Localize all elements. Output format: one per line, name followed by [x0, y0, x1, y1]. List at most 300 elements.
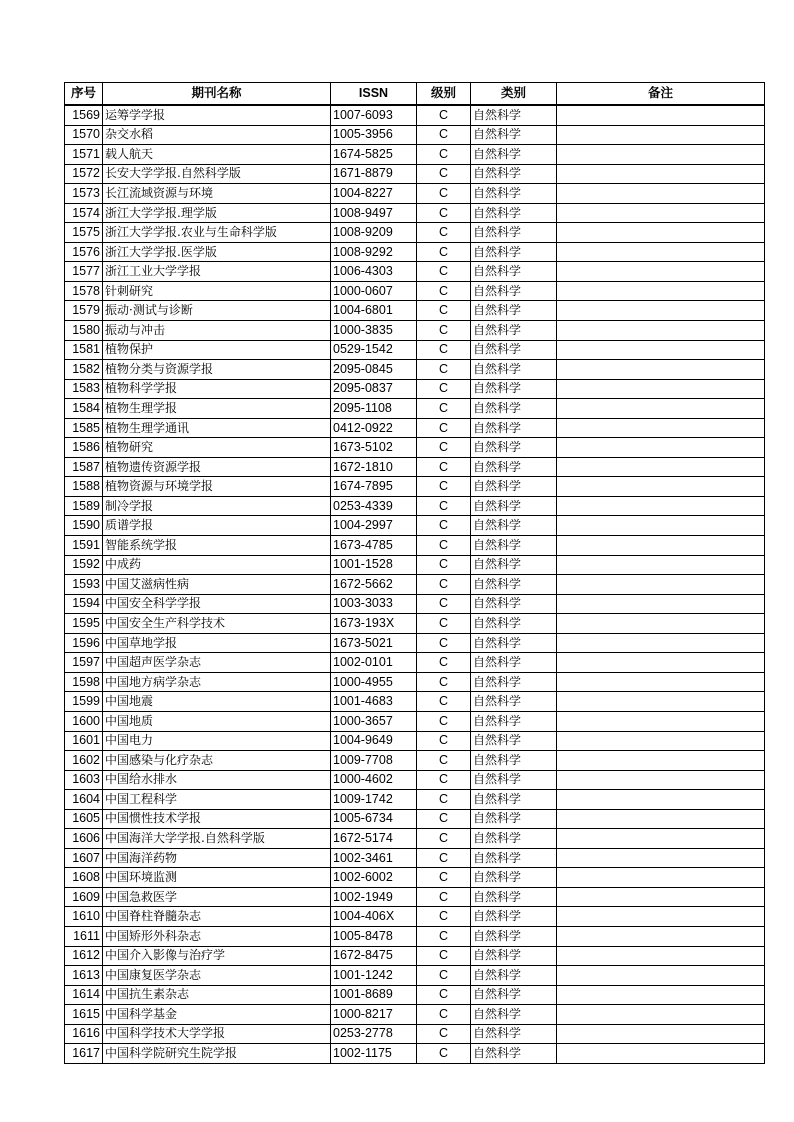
cell-note: [557, 184, 765, 204]
cell-category: 自然科学: [471, 790, 557, 810]
cell-category: 自然科学: [471, 301, 557, 321]
cell-issn: 1008-9497: [331, 203, 417, 223]
table-row: [65, 692, 765, 712]
table-row: [65, 809, 765, 829]
cell-no: 1572: [65, 164, 103, 184]
cell-level: C: [417, 105, 471, 125]
cell-category: 自然科学: [471, 672, 557, 692]
cell-issn: 1002-0101: [331, 653, 417, 673]
cell-no: 1614: [65, 985, 103, 1005]
table-body: [65, 105, 765, 1063]
cell-no: 1590: [65, 516, 103, 536]
cell-journal-name: 中国科学院研究生院学报: [103, 1044, 331, 1064]
cell-note: [557, 633, 765, 653]
cell-no: 1598: [65, 672, 103, 692]
cell-level: C: [417, 536, 471, 556]
cell-issn: 2095-0837: [331, 379, 417, 399]
cell-category: 自然科学: [471, 887, 557, 907]
cell-journal-name: 中国科学基金: [103, 1005, 331, 1025]
cell-journal-name: 中成药: [103, 555, 331, 575]
cell-no: 1603: [65, 770, 103, 790]
cell-category: 自然科学: [471, 399, 557, 419]
cell-level: C: [417, 770, 471, 790]
cell-journal-name: 植物科学学报: [103, 379, 331, 399]
cell-no: 1591: [65, 536, 103, 556]
cell-journal-name: 中国艾滋病性病: [103, 575, 331, 595]
cell-journal-name: 中国工程科学: [103, 790, 331, 810]
cell-category: 自然科学: [471, 164, 557, 184]
cell-category: 自然科学: [471, 653, 557, 673]
cell-category: 自然科学: [471, 536, 557, 556]
cell-journal-name: 中国草地学报: [103, 633, 331, 653]
cell-category: 自然科学: [471, 692, 557, 712]
cell-journal-name: 中国科学技术大学学报: [103, 1024, 331, 1044]
cell-issn: 1002-3461: [331, 848, 417, 868]
cell-no: 1594: [65, 594, 103, 614]
table-row: [65, 438, 765, 458]
cell-journal-name: 浙江大学学报.理学版: [103, 203, 331, 223]
cell-no: 1571: [65, 145, 103, 165]
table-row: [65, 731, 765, 751]
cell-level: C: [417, 301, 471, 321]
cell-level: C: [417, 594, 471, 614]
table-row: [65, 575, 765, 595]
cell-note: [557, 966, 765, 986]
cell-category: 自然科学: [471, 145, 557, 165]
table-row: [65, 242, 765, 262]
cell-category: 自然科学: [471, 340, 557, 360]
cell-level: C: [417, 692, 471, 712]
cell-category: 自然科学: [471, 457, 557, 477]
cell-note: [557, 653, 765, 673]
cell-category: 自然科学: [471, 516, 557, 536]
table-row: [65, 790, 765, 810]
cell-category: 自然科学: [471, 829, 557, 849]
table-row: [65, 536, 765, 556]
table-row: [65, 105, 765, 125]
cell-level: C: [417, 829, 471, 849]
cell-note: [557, 1024, 765, 1044]
cell-no: 1593: [65, 575, 103, 595]
cell-level: C: [417, 633, 471, 653]
cell-level: C: [417, 751, 471, 771]
cell-journal-name: 中国抗生素杂志: [103, 985, 331, 1005]
cell-issn: 0253-4339: [331, 496, 417, 516]
cell-no: 1597: [65, 653, 103, 673]
cell-no: 1589: [65, 496, 103, 516]
cell-journal-name: 植物资源与环境学报: [103, 477, 331, 497]
cell-issn: 1001-8689: [331, 985, 417, 1005]
cell-category: 自然科学: [471, 360, 557, 380]
cell-no: 1615: [65, 1005, 103, 1025]
cell-no: 1578: [65, 281, 103, 301]
table-row: [65, 711, 765, 731]
cell-journal-name: 中国超声医学杂志: [103, 653, 331, 673]
cell-issn: 1002-1949: [331, 887, 417, 907]
cell-note: [557, 360, 765, 380]
table-row: [65, 516, 765, 536]
cell-journal-name: 植物遗传资源学报: [103, 457, 331, 477]
cell-category: 自然科学: [471, 575, 557, 595]
cell-category: 自然科学: [471, 926, 557, 946]
header-note: 备注: [557, 83, 765, 106]
table-row: [65, 848, 765, 868]
cell-level: C: [417, 242, 471, 262]
table-row: [65, 1024, 765, 1044]
cell-issn: 1005-3956: [331, 125, 417, 145]
cell-no: 1617: [65, 1044, 103, 1064]
cell-level: C: [417, 887, 471, 907]
cell-issn: 1002-1175: [331, 1044, 417, 1064]
cell-level: C: [417, 360, 471, 380]
table-row: [65, 887, 765, 907]
table-row: [65, 145, 765, 165]
cell-issn: 1007-6093: [331, 105, 417, 125]
cell-issn: 1008-9209: [331, 223, 417, 243]
cell-note: [557, 770, 765, 790]
cell-journal-name: 浙江大学学报.农业与生命科学版: [103, 223, 331, 243]
cell-journal-name: 中国地震: [103, 692, 331, 712]
cell-category: 自然科学: [471, 946, 557, 966]
table-row: [65, 203, 765, 223]
cell-journal-name: 中国介入影像与治疗学: [103, 946, 331, 966]
cell-no: 1604: [65, 790, 103, 810]
table-row: [65, 907, 765, 927]
cell-journal-name: 中国惯性技术学报: [103, 809, 331, 829]
cell-category: 自然科学: [471, 751, 557, 771]
cell-level: C: [417, 516, 471, 536]
cell-journal-name: 中国急救医学: [103, 887, 331, 907]
cell-issn: 1673-4785: [331, 536, 417, 556]
table-row: [65, 985, 765, 1005]
cell-no: 1582: [65, 360, 103, 380]
cell-journal-name: 中国地方病学杂志: [103, 672, 331, 692]
cell-category: 自然科学: [471, 262, 557, 282]
cell-note: [557, 829, 765, 849]
cell-level: C: [417, 1024, 471, 1044]
cell-level: C: [417, 868, 471, 888]
cell-level: C: [417, 145, 471, 165]
cell-issn: 1000-4602: [331, 770, 417, 790]
cell-category: 自然科学: [471, 203, 557, 223]
cell-issn: 0253-2778: [331, 1024, 417, 1044]
cell-level: C: [417, 477, 471, 497]
cell-journal-name: 植物分类与资源学报: [103, 360, 331, 380]
cell-journal-name: 载人航天: [103, 145, 331, 165]
cell-note: [557, 301, 765, 321]
cell-no: 1585: [65, 418, 103, 438]
cell-note: [557, 672, 765, 692]
cell-journal-name: 质谱学报: [103, 516, 331, 536]
cell-level: C: [417, 1044, 471, 1064]
cell-no: 1605: [65, 809, 103, 829]
cell-level: C: [417, 262, 471, 282]
cell-journal-name: 中国脊柱脊髓杂志: [103, 907, 331, 927]
cell-no: 1581: [65, 340, 103, 360]
cell-no: 1580: [65, 321, 103, 341]
cell-issn: 1672-1810: [331, 457, 417, 477]
cell-journal-name: 中国海洋大学学报.自然科学版: [103, 829, 331, 849]
cell-issn: 2095-0845: [331, 360, 417, 380]
cell-issn: 0412-0922: [331, 418, 417, 438]
cell-no: 1599: [65, 692, 103, 712]
cell-no: 1609: [65, 887, 103, 907]
table-row: [65, 301, 765, 321]
cell-note: [557, 907, 765, 927]
cell-level: C: [417, 907, 471, 927]
table-row: [65, 340, 765, 360]
cell-level: C: [417, 281, 471, 301]
cell-note: [557, 438, 765, 458]
cell-note: [557, 340, 765, 360]
cell-note: [557, 1044, 765, 1064]
journal-table: [64, 82, 765, 1064]
cell-note: [557, 575, 765, 595]
cell-level: C: [417, 575, 471, 595]
cell-category: 自然科学: [471, 496, 557, 516]
table-row: [65, 614, 765, 634]
cell-no: 1574: [65, 203, 103, 223]
header-name: 期刊名称: [103, 83, 331, 106]
cell-journal-name: 植物生理学报: [103, 399, 331, 419]
cell-category: 自然科学: [471, 614, 557, 634]
header-category: 类别: [471, 83, 557, 106]
cell-level: C: [417, 496, 471, 516]
cell-journal-name: 中国电力: [103, 731, 331, 751]
cell-level: C: [417, 164, 471, 184]
cell-note: [557, 790, 765, 810]
cell-journal-name: 运筹学学报: [103, 105, 331, 125]
header-issn: ISSN: [331, 83, 417, 106]
header-level: 级别: [417, 83, 471, 106]
cell-note: [557, 711, 765, 731]
cell-note: [557, 379, 765, 399]
cell-note: [557, 946, 765, 966]
cell-category: 自然科学: [471, 438, 557, 458]
table-row: [65, 457, 765, 477]
cell-no: 1606: [65, 829, 103, 849]
cell-note: [557, 399, 765, 419]
cell-level: C: [417, 731, 471, 751]
cell-journal-name: 制冷学报: [103, 496, 331, 516]
cell-issn: 1005-6734: [331, 809, 417, 829]
cell-level: C: [417, 555, 471, 575]
cell-issn: 1009-1742: [331, 790, 417, 810]
table-row: [65, 633, 765, 653]
cell-category: 自然科学: [471, 809, 557, 829]
cell-level: C: [417, 340, 471, 360]
cell-journal-name: 中国安全生产科学技术: [103, 614, 331, 634]
cell-journal-name: 中国感染与化疗杂志: [103, 751, 331, 771]
cell-category: 自然科学: [471, 985, 557, 1005]
cell-note: [557, 731, 765, 751]
cell-category: 自然科学: [471, 868, 557, 888]
cell-category: 自然科学: [471, 1005, 557, 1025]
cell-category: 自然科学: [471, 125, 557, 145]
table-row: [65, 672, 765, 692]
cell-issn: 1009-7708: [331, 751, 417, 771]
cell-journal-name: 中国康复医学杂志: [103, 966, 331, 986]
cell-category: 自然科学: [471, 848, 557, 868]
cell-no: 1587: [65, 457, 103, 477]
header-no: 序号: [65, 83, 103, 106]
cell-no: 1595: [65, 614, 103, 634]
cell-level: C: [417, 946, 471, 966]
table-row: [65, 555, 765, 575]
cell-note: [557, 1005, 765, 1025]
cell-no: 1575: [65, 223, 103, 243]
cell-issn: 1673-193X: [331, 614, 417, 634]
cell-note: [557, 868, 765, 888]
cell-no: 1611: [65, 926, 103, 946]
table-row: [65, 418, 765, 438]
table-row: [65, 321, 765, 341]
cell-level: C: [417, 711, 471, 731]
cell-category: 自然科学: [471, 281, 557, 301]
cell-category: 自然科学: [471, 1024, 557, 1044]
cell-no: 1570: [65, 125, 103, 145]
cell-note: [557, 496, 765, 516]
cell-category: 自然科学: [471, 731, 557, 751]
cell-issn: 1672-5174: [331, 829, 417, 849]
table-row: [65, 653, 765, 673]
cell-level: C: [417, 790, 471, 810]
cell-category: 自然科学: [471, 1044, 557, 1064]
cell-issn: 1006-4303: [331, 262, 417, 282]
cell-level: C: [417, 203, 471, 223]
cell-journal-name: 长江流域资源与环境: [103, 184, 331, 204]
cell-level: C: [417, 653, 471, 673]
cell-category: 自然科学: [471, 379, 557, 399]
cell-journal-name: 中国环境监测: [103, 868, 331, 888]
cell-level: C: [417, 1005, 471, 1025]
cell-category: 自然科学: [471, 633, 557, 653]
cell-issn: 0529-1542: [331, 340, 417, 360]
cell-issn: 2095-1108: [331, 399, 417, 419]
cell-note: [557, 418, 765, 438]
cell-no: 1577: [65, 262, 103, 282]
cell-no: 1610: [65, 907, 103, 927]
cell-no: 1612: [65, 946, 103, 966]
cell-category: 自然科学: [471, 321, 557, 341]
cell-category: 自然科学: [471, 184, 557, 204]
table-row: [65, 223, 765, 243]
cell-no: 1584: [65, 399, 103, 419]
cell-no: 1602: [65, 751, 103, 771]
cell-journal-name: 智能系统学报: [103, 536, 331, 556]
cell-journal-name: 植物生理学通讯: [103, 418, 331, 438]
cell-level: C: [417, 438, 471, 458]
cell-note: [557, 614, 765, 634]
cell-no: 1596: [65, 633, 103, 653]
cell-journal-name: 中国地质: [103, 711, 331, 731]
cell-no: 1607: [65, 848, 103, 868]
cell-journal-name: 长安大学学报.自然科学版: [103, 164, 331, 184]
table-row: [65, 496, 765, 516]
cell-no: 1600: [65, 711, 103, 731]
cell-issn: 1674-7895: [331, 477, 417, 497]
table-row: [65, 868, 765, 888]
cell-level: C: [417, 399, 471, 419]
cell-no: 1592: [65, 555, 103, 575]
cell-category: 自然科学: [471, 105, 557, 125]
cell-level: C: [417, 379, 471, 399]
cell-level: C: [417, 809, 471, 829]
cell-no: 1616: [65, 1024, 103, 1044]
cell-journal-name: 浙江工业大学学报: [103, 262, 331, 282]
cell-no: 1583: [65, 379, 103, 399]
cell-issn: 1000-8217: [331, 1005, 417, 1025]
cell-journal-name: 植物保护: [103, 340, 331, 360]
cell-category: 自然科学: [471, 418, 557, 438]
table-row: [65, 751, 765, 771]
cell-level: C: [417, 125, 471, 145]
table-row: [65, 184, 765, 204]
cell-issn: 1004-8227: [331, 184, 417, 204]
cell-no: 1579: [65, 301, 103, 321]
cell-category: 自然科学: [471, 966, 557, 986]
table-row: [65, 477, 765, 497]
cell-no: 1608: [65, 868, 103, 888]
cell-note: [557, 985, 765, 1005]
cell-category: 自然科学: [471, 223, 557, 243]
cell-journal-name: 中国安全科学学报: [103, 594, 331, 614]
table-row: [65, 164, 765, 184]
cell-note: [557, 321, 765, 341]
cell-note: [557, 926, 765, 946]
cell-note: [557, 809, 765, 829]
cell-level: C: [417, 418, 471, 438]
cell-issn: 1008-9292: [331, 242, 417, 262]
cell-journal-name: 中国矫形外科杂志: [103, 926, 331, 946]
cell-category: 自然科学: [471, 907, 557, 927]
cell-issn: 1001-4683: [331, 692, 417, 712]
cell-no: 1569: [65, 105, 103, 125]
cell-level: C: [417, 672, 471, 692]
cell-issn: 1003-3033: [331, 594, 417, 614]
cell-note: [557, 145, 765, 165]
table-row: [65, 946, 765, 966]
cell-category: 自然科学: [471, 594, 557, 614]
cell-level: C: [417, 457, 471, 477]
cell-category: 自然科学: [471, 711, 557, 731]
table-row: [65, 966, 765, 986]
table-row: [65, 1044, 765, 1064]
cell-issn: 1001-1528: [331, 555, 417, 575]
cell-journal-name: 中国给水排水: [103, 770, 331, 790]
cell-no: 1586: [65, 438, 103, 458]
cell-no: 1573: [65, 184, 103, 204]
cell-note: [557, 203, 765, 223]
cell-issn: 1005-8478: [331, 926, 417, 946]
cell-note: [557, 692, 765, 712]
table-row: [65, 1005, 765, 1025]
table-row: [65, 770, 765, 790]
cell-journal-name: 振动·测试与诊断: [103, 301, 331, 321]
cell-note: [557, 457, 765, 477]
table-row: [65, 829, 765, 849]
cell-level: C: [417, 223, 471, 243]
cell-issn: 1671-8879: [331, 164, 417, 184]
table-row: [65, 926, 765, 946]
cell-issn: 1673-5102: [331, 438, 417, 458]
cell-journal-name: 浙江大学学报.医学版: [103, 242, 331, 262]
cell-journal-name: 振动与冲击: [103, 321, 331, 341]
cell-category: 自然科学: [471, 242, 557, 262]
table-row: [65, 360, 765, 380]
cell-category: 自然科学: [471, 477, 557, 497]
table-row: [65, 379, 765, 399]
